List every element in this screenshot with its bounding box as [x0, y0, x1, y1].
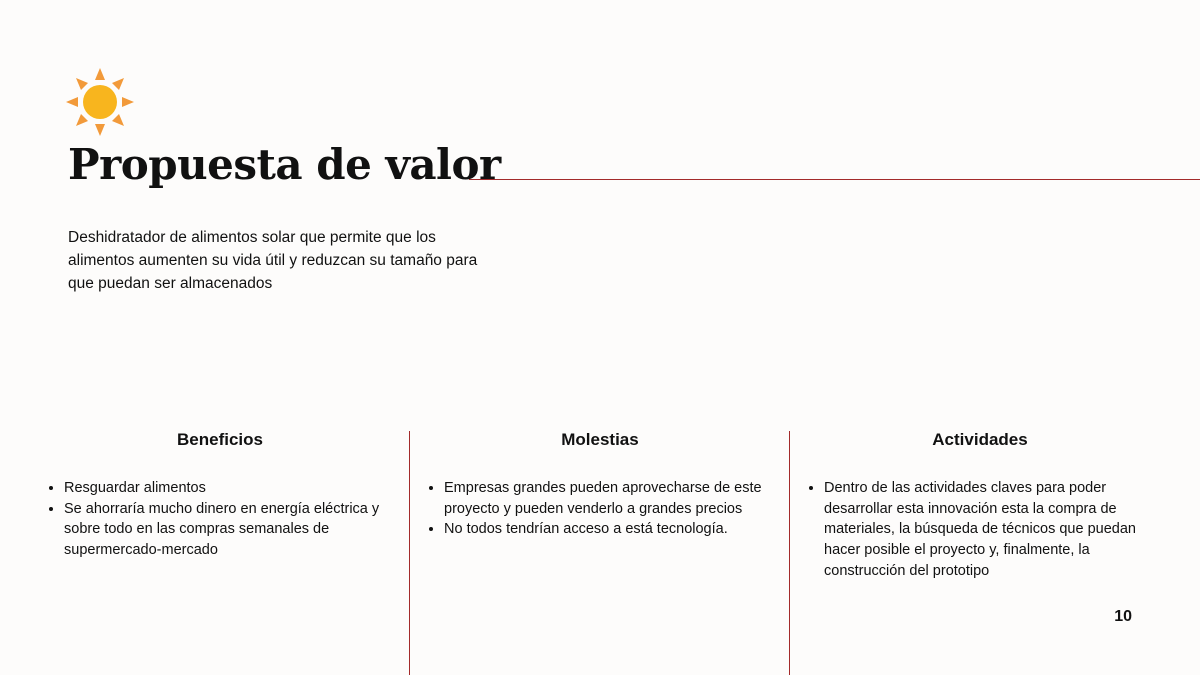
column-heading: Beneficios	[177, 430, 263, 449]
page-number: 10	[1114, 608, 1132, 625]
bullet-list	[420, 478, 780, 540]
title-divider-line	[469, 179, 1200, 180]
column-actividades	[800, 430, 1160, 582]
list-item: • Empresas grandes pueden aprovecharse de este proyecto y pueden venderlo a grandes precios	[444, 478, 780, 519]
column-heading: Actividades	[932, 430, 1028, 449]
column-heading: Molestias	[561, 430, 639, 449]
list-item: • Dentro de las actividades claves para poder desarrollar esta innovación esta la compra de materiales, la búsqueda de técnicos que puedan hacer posible el proyecto y, finalmente, la construcción del prototipo	[824, 478, 1160, 582]
slide-title: Propuesta de valor	[68, 140, 501, 189]
column-molestias	[420, 430, 780, 540]
column-divider	[409, 431, 410, 675]
bullet-list	[40, 478, 400, 561]
bullet-list	[800, 478, 1160, 582]
list-item: • Resguardar alimentos	[64, 478, 400, 499]
list-item: • Se ahorraría mucho dinero en energía eléctrica y sobre todo en las compras semanales de supermercado-mercado	[64, 499, 400, 561]
list-item: • No todos tendrían acceso a está tecnología.	[444, 519, 780, 540]
sun-icon	[66, 68, 134, 136]
intro-text: Deshidratador de alimentos solar que permite que los alimentos aumenten su vida útil y reduzcan su tamaño para que puedan ser almacenados	[68, 229, 478, 292]
column-beneficios	[40, 430, 400, 561]
column-divider	[789, 431, 790, 675]
